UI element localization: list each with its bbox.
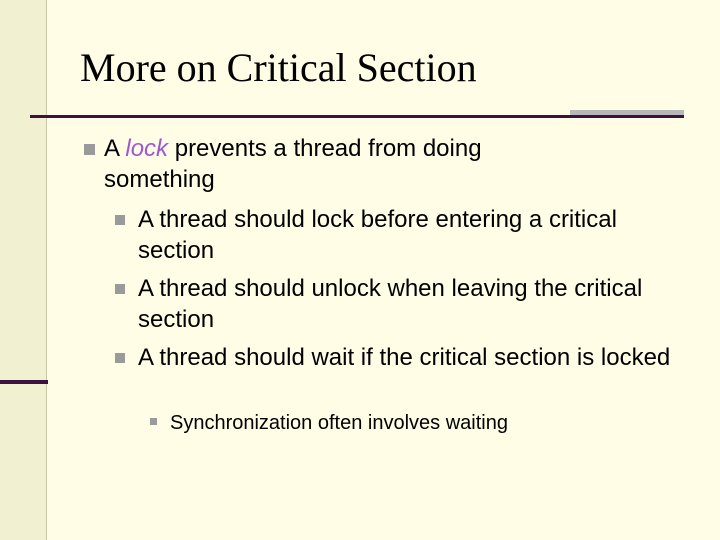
bullet-suffix: prevents a thread from doing something [104,135,482,193]
sub-bullet-lock-before [115,204,675,266]
highlight-word: lock [125,135,169,162]
left-accent-bar [0,380,48,384]
bullet-square-icon [115,353,125,363]
sub-bullet-text: A thread should lock before entering a critical section [138,206,617,264]
bullet-lock [84,133,584,195]
slide-title: More on Critical Section [80,45,477,90]
sub-sub-bullet-synchronization [150,409,670,437]
bullet-prefix: A [104,135,126,162]
bullet-square-icon [115,284,125,294]
sub-bullet-wait-if-locked [115,342,675,373]
bullet-square-icon [84,144,95,155]
sub-bullet-unlock-after [115,273,675,335]
bullet-square-icon [115,215,125,225]
title-rule [30,115,684,118]
left-panel [0,0,47,540]
sub-bullet-text: A thread should wait if the critical section is locked [138,344,671,371]
bullet-text [84,133,584,195]
bullet-square-icon [150,418,157,425]
sub-bullet-text: A thread should unlock when leaving the critical section [138,275,643,333]
sub-sub-bullet-text: Synchronization often involves waiting [170,412,508,434]
